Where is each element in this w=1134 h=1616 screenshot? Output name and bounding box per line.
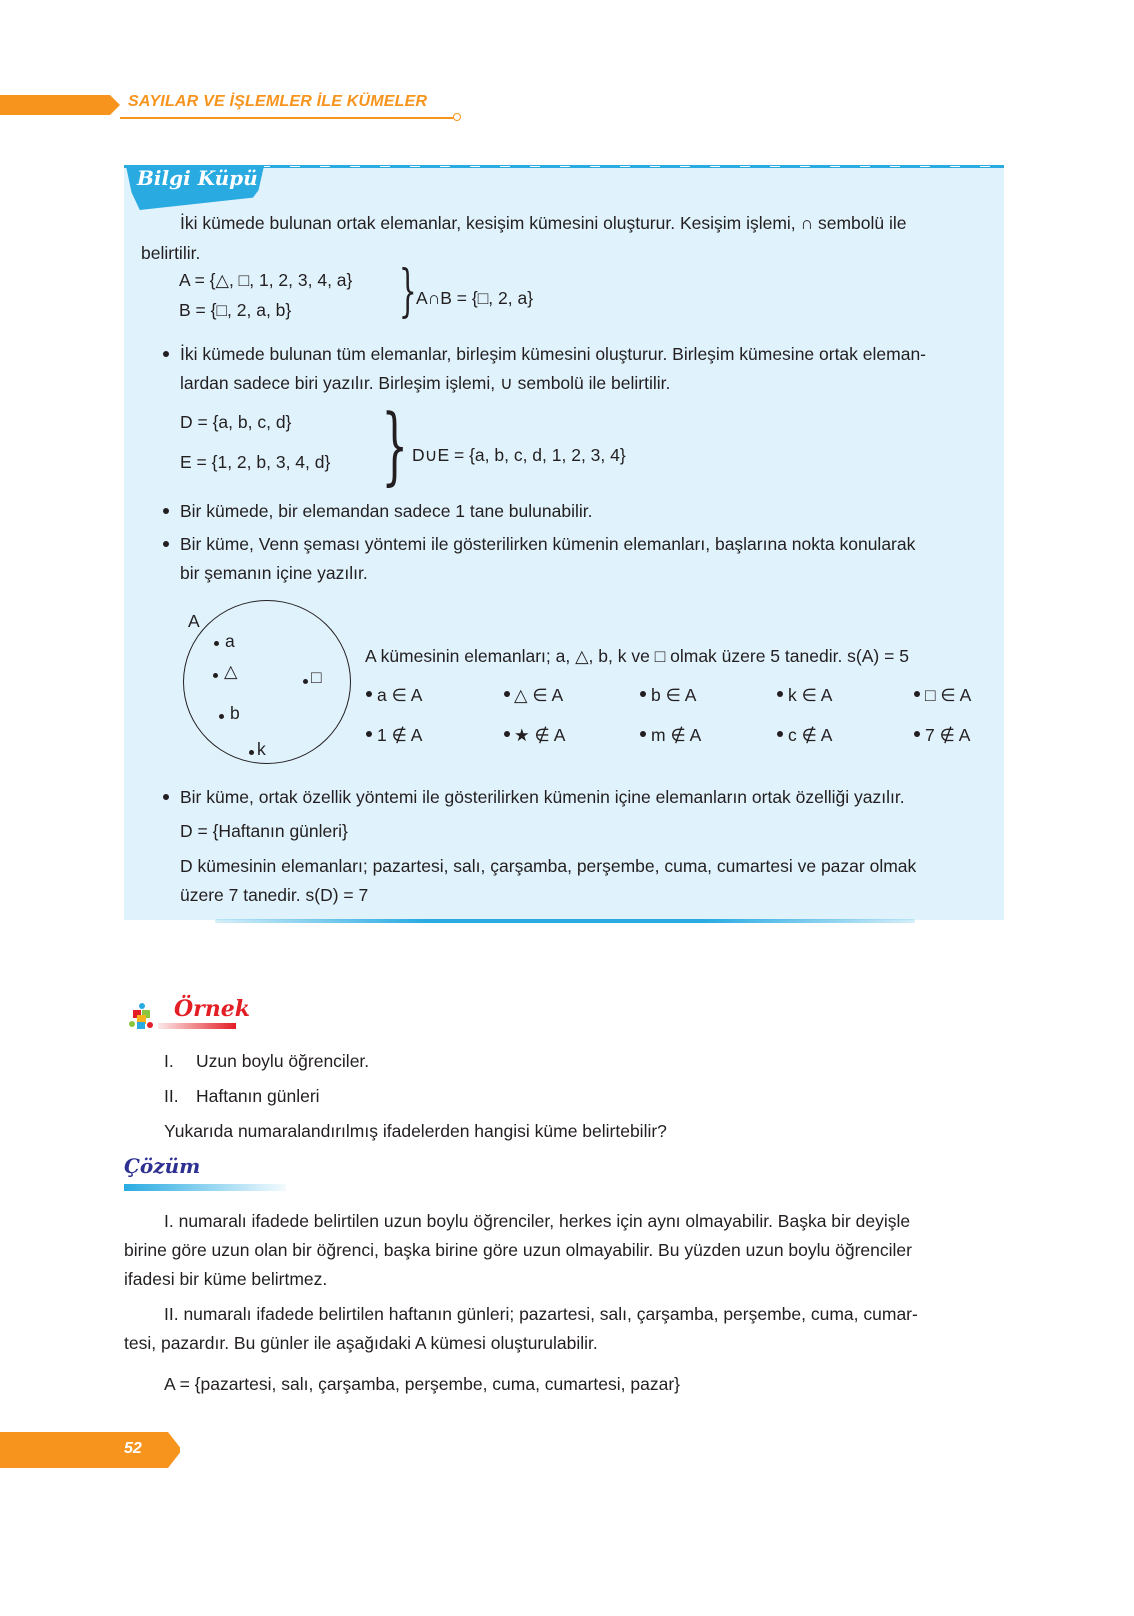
venn-element-dot: [214, 641, 219, 646]
bullet-dot: [640, 731, 646, 737]
bullet-dot: [366, 731, 372, 737]
solution-para1-line-1: I. numaralı ifadede belirtilen uzun boylu öğrenciler, herkes için aynı olmayabilir. Başka bir deyişle: [164, 1211, 911, 1231]
bullet-dot: [366, 691, 372, 697]
solution-para1-line-2: birine göre uzun olan bir öğrenci, başka birine göre uzun olmayabilir. Bu yüzden uzun boylu öğrenciler: [124, 1240, 912, 1260]
venn-element-dot: [213, 673, 218, 678]
example-question: Yukarıda numaralandırılmış ifadelerden hangisi küme belirtebilir?: [164, 1121, 667, 1141]
membership-item: □ ∈ A: [925, 685, 972, 705]
membership-item: b ∈ A: [651, 685, 697, 705]
intro-line-1: İki kümede bulunan ortak elemanlar, kesişim kümesini oluşturur. Kesişim işlemi, ∩ sembolü ile: [180, 213, 907, 233]
bullet-dot: [163, 794, 169, 800]
bullet-dot: [777, 691, 783, 697]
solution-para2-line-1: II. numaralı ifadede belirtilen haftanın günleri; pazartesi, salı, çarşamba, perşembe, cuma, cumar-: [164, 1304, 918, 1324]
example-item-text: Haftanın günleri: [196, 1086, 320, 1106]
solution-result-set: A = {pazartesi, salı, çarşamba, perşembe, cuma, cumartesi, pazar}: [164, 1374, 681, 1394]
venn-element-b: b: [230, 703, 240, 723]
section-title: SAYILAR VE İŞLEMLER İLE KÜMELER: [128, 93, 428, 110]
venn-element-a: a: [225, 631, 235, 651]
venn-element-dot: [249, 750, 254, 755]
bullet-dot: [914, 731, 920, 737]
solution-underline: [124, 1184, 286, 1191]
property-desc-line-2: üzere 7 tanedir. s(D) = 7: [180, 885, 369, 905]
example-underline: [158, 1023, 236, 1029]
page-number-bar: [0, 1432, 180, 1468]
nonmembership-item: c ∉ A: [788, 725, 833, 745]
example-title: Örnek: [174, 996, 250, 1022]
venn-element-dot: [219, 714, 224, 719]
bullet-dot: [163, 351, 169, 357]
venn-element-triangle: △: [224, 661, 238, 681]
right-brace-ab: }: [398, 259, 417, 324]
venn-diagram-circle: [183, 600, 351, 764]
set-d-property: D = {Haftanın günleri}: [180, 821, 348, 841]
solution-para2-line-2: tesi, pazardır. Bu günler ile aşağıdaki A kümesi oluşturulabilir.: [124, 1333, 598, 1353]
property-desc-line-1: D kümesinin elemanları; pazartesi, salı, çarşamba, perşembe, cuma, cumartesi ve pazar olmak: [180, 856, 917, 876]
set-d-definition: D = {a, b, c, d}: [180, 412, 292, 432]
venn-set-label: A: [188, 611, 200, 631]
example-item-number: II.: [164, 1086, 179, 1106]
venn-bullet-line-1: Bir küme, Venn şeması yöntemi ile gösterilirken kümenin elemanları, başlarına nokta konularak: [180, 534, 916, 554]
header-dot-ornament: [453, 113, 461, 121]
info-badge-title: Bilgi Küpü: [137, 166, 258, 190]
header-underline: [120, 117, 454, 119]
bullet-dot: [914, 691, 920, 697]
property-bullet: Bir küme, ortak özellik yöntemi ile gösterilirken kümenin içine elemanların ortak özelliği yazılır.: [180, 787, 905, 807]
example-item-number: I.: [164, 1051, 174, 1071]
nonmembership-item: 1 ∉ A: [377, 725, 423, 745]
example-item-text: Uzun boylu öğrenciler.: [196, 1051, 370, 1071]
nonmembership-item: m ∉ A: [651, 725, 702, 745]
set-b-definition: B = {□, 2, a, b}: [179, 300, 292, 320]
union-result: D∪E = {a, b, c, d, 1, 2, 3, 4}: [412, 445, 626, 465]
nonmembership-item: 7 ∉ A: [925, 725, 971, 745]
bullet-dot: [163, 508, 169, 514]
cubes-icon: [128, 1002, 156, 1030]
page-number: 52: [124, 1440, 142, 1457]
bullet-dot: [163, 541, 169, 547]
section-header-bar: [0, 95, 120, 115]
union-bullet-line-2: lardan sadece biri yazılır. Birleşim işlemi, ∪ sembolü ile belirtilir.: [180, 373, 671, 393]
right-brace-de: }: [381, 396, 409, 494]
venn-bullet-line-2: bir şemanın içine yazılır.: [180, 563, 368, 583]
bullet-dot: [640, 691, 646, 697]
set-e-definition: E = {1, 2, b, 3, 4, d}: [180, 452, 331, 472]
venn-element-square: □: [311, 667, 322, 687]
bullet-dot: [504, 691, 510, 697]
bullet-dot: [504, 731, 510, 737]
info-box-bottom-border: [215, 919, 915, 923]
intro-line-2: belirtilir.: [141, 243, 201, 263]
union-bullet-line-1: İki kümede bulunan tüm elemanlar, birleşim kümesini oluşturur. Birleşim kümesine ortak eleman-: [180, 344, 927, 364]
solution-para1-line-3: ifadesi bir küme belirtmez.: [124, 1269, 328, 1289]
nonmembership-item: ★ ∉ A: [514, 725, 566, 745]
bullet-dot: [777, 731, 783, 737]
venn-element-dot: [303, 679, 308, 684]
membership-item: △ ∈ A: [514, 685, 564, 705]
solution-title: Çözüm: [124, 1154, 201, 1178]
intersection-result: A∩B = {□, 2, a}: [416, 288, 534, 308]
unique-element-bullet: Bir kümede, bir elemandan sadece 1 tane bulunabilir.: [180, 501, 593, 521]
set-a-definition: A = {△, □, 1, 2, 3, 4, a}: [179, 270, 353, 290]
venn-element-k: k: [257, 739, 266, 759]
venn-description: A kümesinin elemanları; a, △, b, k ve □ olmak üzere 5 tanedir. s(A) = 5: [365, 646, 909, 666]
info-box-dash-decoration: [260, 166, 1004, 167]
membership-item: a ∈ A: [377, 685, 423, 705]
membership-item: k ∈ A: [788, 685, 833, 705]
